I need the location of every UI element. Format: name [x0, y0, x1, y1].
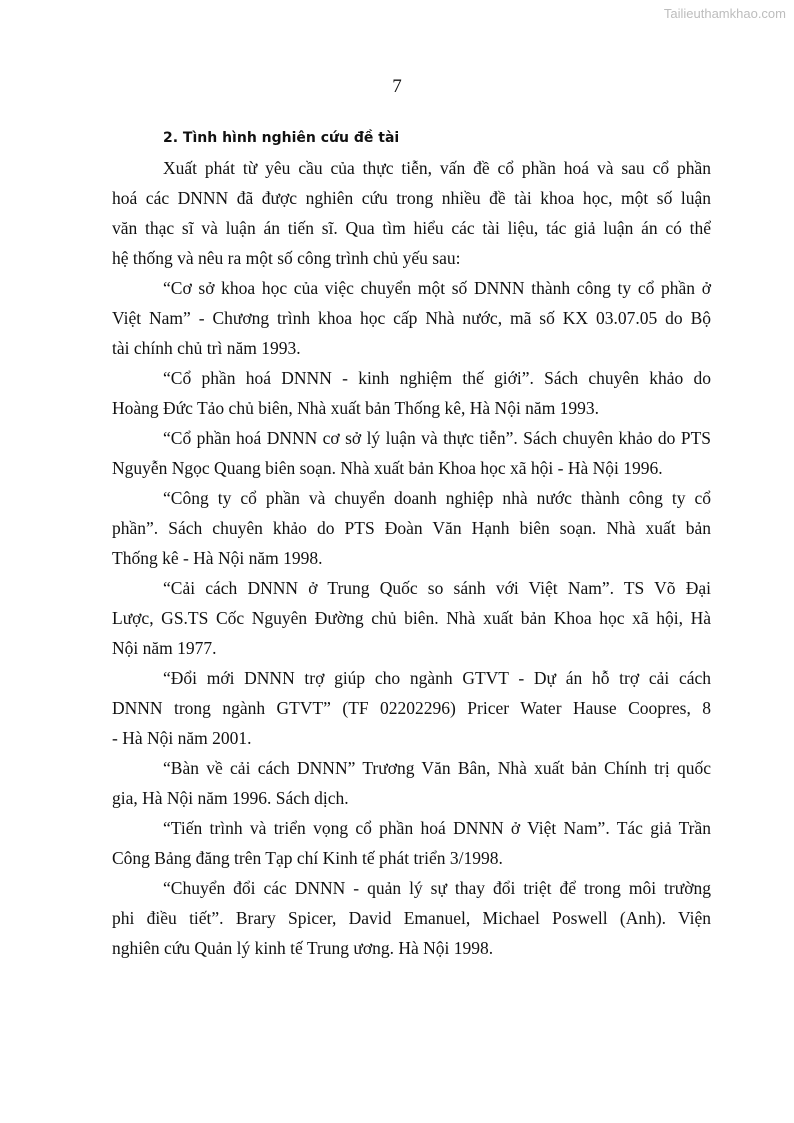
section-heading: 2. Tình hình nghiên cứu đề tài: [163, 130, 400, 146]
paragraph-line: Công Bảng đăng trên Tạp chí Kinh tế phát triển 3/1998.: [112, 848, 503, 868]
paragraph-line: Việt Nam” - Chương trình khoa học cấp Nhà nước, mã số KX 03.07.05 do Bộ: [112, 308, 711, 328]
paragraph-line: “Cổ phần hoá DNNN cơ sở lý luận và thực tiễn”. Sách chuyên khảo do PTS: [163, 428, 711, 448]
paragraph-line: Xuất phát từ yêu cầu của thực tiễn, vấn đề cổ phần hoá và sau cổ phần: [163, 158, 711, 178]
document-body: [112, 127, 711, 963]
paragraph: [112, 363, 711, 423]
paragraph: [112, 423, 711, 483]
page-number: 7: [392, 76, 402, 97]
paragraph: [112, 273, 711, 363]
paragraph-line: phần”. Sách chuyên khảo do PTS Đoàn Văn Hạnh biên soạn. Nhà xuất bản: [112, 518, 711, 538]
paragraph: [112, 153, 711, 273]
paragraph-line: “Cải cách DNNN ở Trung Quốc so sánh với Việt Nam”. TS Võ Đại: [163, 578, 711, 598]
paragraph: [112, 663, 711, 753]
paragraph-line: hoá các DNNN đã được nghiên cứu trong nhiều đề tài khoa học, một số luận: [112, 188, 711, 208]
paragraph-line: - Hà Nội năm 2001.: [112, 728, 252, 748]
paragraph-line: hệ thống và nêu ra một số công trình chủ yếu sau:: [112, 248, 461, 268]
paragraph-line: “Cơ sở khoa học của việc chuyển một số DNNN thành công ty cổ phần ở: [163, 278, 711, 298]
paragraph-line: “Công ty cổ phần và chuyển doanh nghiệp nhà nước thành công ty cổ: [163, 488, 711, 508]
paragraph-line: văn thạc sĩ và luận án tiến sĩ. Qua tìm hiểu các tài liệu, tác giả luận án có thể: [112, 218, 711, 238]
paragraph-line: Nội năm 1977.: [112, 638, 217, 658]
paragraph-line: “Cổ phần hoá DNNN - kinh nghiệm thế giới”. Sách chuyên khảo do: [163, 368, 711, 388]
paragraph-line: “Chuyển đổi các DNNN - quản lý sự thay đổi triệt để trong môi trường: [163, 878, 711, 898]
paragraph-line: Thống kê - Hà Nội năm 1998.: [112, 548, 323, 568]
paragraph-line: “Đổi mới DNNN trợ giúp cho ngành GTVT - Dự án hỗ trợ cải cách: [163, 668, 711, 688]
paragraph: [112, 573, 711, 663]
paragraph-line: gia, Hà Nội năm 1996. Sách dịch.: [112, 788, 349, 808]
paragraph: [112, 813, 711, 873]
paragraph-line: “Tiến trình và triển vọng cổ phần hoá DNNN ở Việt Nam”. Tác giả Trần: [163, 818, 711, 838]
paragraph-list: [112, 153, 711, 963]
paragraph-line: Nguyễn Ngọc Quang biên soạn. Nhà xuất bản Khoa học xã hội - Hà Nội 1996.: [112, 458, 663, 478]
watermark: Tailieuthamkhao.com: [663, 6, 786, 21]
paragraph-line: phi điều tiết”. Brary Spicer, David Emanuel, Michael Poswell (Anh). Viện: [112, 908, 711, 928]
paragraph-line: tài chính chủ trì năm 1993.: [112, 338, 301, 358]
paragraph-line: DNNN trong ngành GTVT” (TF 02202296) Pricer Water Hause Coopres, 8: [112, 698, 711, 718]
paragraph-line: Lược, GS.TS Cốc Nguyên Đường chủ biên. Nhà xuất bản Khoa học xã hội, Hà: [112, 608, 711, 628]
paragraph: [112, 873, 711, 963]
paragraph: [112, 753, 711, 813]
paragraph-line: nghiên cứu Quản lý kinh tế Trung ương. Hà Nội 1998.: [112, 938, 494, 958]
paragraph-line: “Bàn về cải cách DNNN” Trương Văn Bân, Nhà xuất bản Chính trị quốc: [163, 758, 711, 778]
paragraph: [112, 483, 711, 573]
paragraph-line: Hoàng Đức Tảo chủ biên, Nhà xuất bản Thống kê, Hà Nội năm 1993.: [112, 398, 600, 418]
